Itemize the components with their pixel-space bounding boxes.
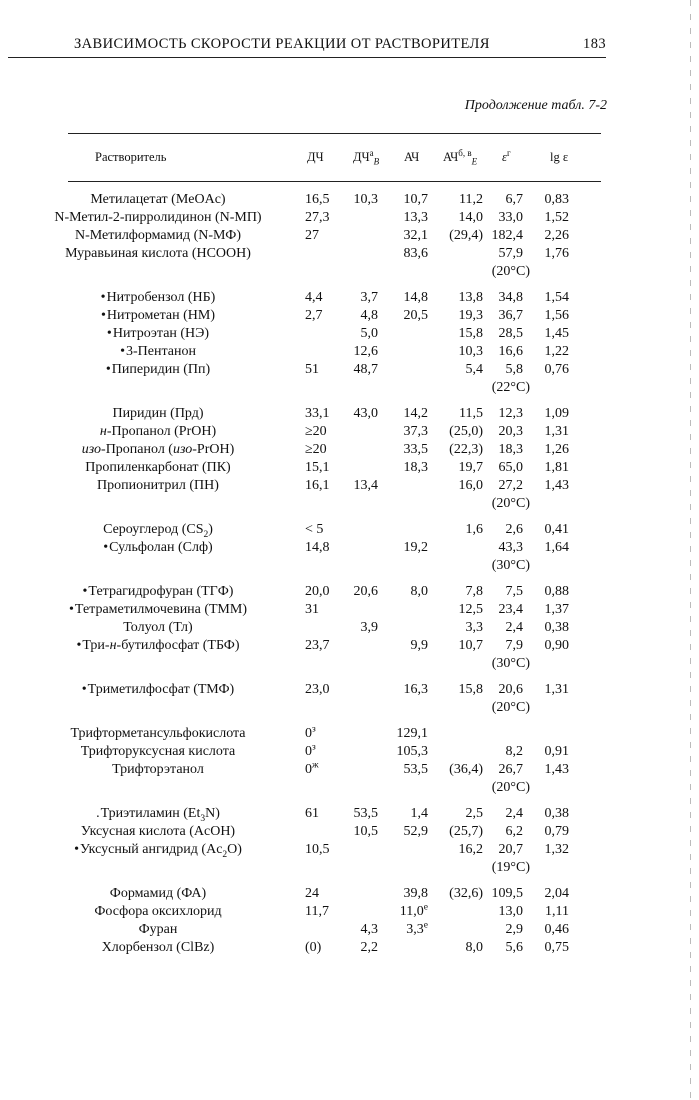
eps-value: 20,6 bbox=[498, 682, 523, 697]
lg-eps-value: 0,38 bbox=[544, 620, 569, 635]
dn-value: 27 bbox=[305, 228, 319, 243]
page-edge-scan-artifact bbox=[690, 0, 691, 1100]
footnote-marker: • bbox=[82, 584, 88, 599]
an-value: 14,2 bbox=[403, 406, 428, 421]
eps-value: 34,8 bbox=[498, 290, 523, 305]
col-header-an: АЧ bbox=[404, 150, 420, 164]
col-header-dn: ДЧ bbox=[307, 150, 324, 164]
temperature-note: (20°C) bbox=[491, 700, 530, 715]
solvent-name: Муравьиная кислота (HCOOH) bbox=[65, 246, 251, 261]
lg-eps-value: 0,79 bbox=[544, 824, 569, 839]
eps-value: 2,4 bbox=[505, 806, 523, 821]
solvent-name: •Триметилфосфат (ТМФ) bbox=[81, 682, 235, 697]
ane-value: 12,5 bbox=[458, 602, 483, 617]
an-value: 37,3 bbox=[403, 424, 428, 439]
ane-value: 19,7 bbox=[458, 460, 483, 475]
ane-value: 5,4 bbox=[465, 362, 483, 377]
lg-eps-value: 1,81 bbox=[544, 460, 569, 475]
an-value: 13,3 bbox=[403, 210, 428, 225]
col-header-dnb: $ДЧ^а_B$ bbox=[353, 147, 380, 167]
dnb-value: 3,7 bbox=[360, 290, 378, 305]
solvent-name: .Триэтиламин $(Et_3N)$ bbox=[96, 806, 220, 824]
an-value: 8,0 bbox=[410, 584, 428, 599]
solvent-name: Метилацетат (MeOAc) bbox=[90, 192, 226, 207]
dn-value: 16,5 bbox=[305, 192, 330, 207]
lg-eps-value: 0,38 bbox=[544, 806, 569, 821]
ane-value: 2,5 bbox=[465, 806, 483, 821]
an-value: 39,8 bbox=[403, 886, 428, 901]
lg-eps-value: 0,46 bbox=[544, 922, 569, 937]
dn-value: 31 bbox=[305, 602, 319, 617]
ane-value: 10,3 bbox=[458, 344, 483, 359]
lg-eps-value: 1,43 bbox=[544, 478, 569, 493]
lg-eps-value: 1,64 bbox=[544, 540, 569, 555]
solvent-name: N-Метил-2-пирролидинон (N-МП) bbox=[54, 210, 262, 225]
eps-value: 57,9 bbox=[498, 246, 523, 261]
solvent-name: Трифторметансульфокислота bbox=[70, 726, 246, 741]
dnb-value: 43,0 bbox=[353, 406, 378, 421]
solvent-name: •Пиперидин (Пп) bbox=[105, 362, 211, 377]
running-title: ЗАВИСИМОСТЬ СКОРОСТИ РЕАКЦИИ ОТ РАСТВОРИТЕЛЯ bbox=[74, 36, 490, 52]
eps-value: 2,4 bbox=[505, 620, 523, 635]
ane-value: (25,7) bbox=[449, 824, 483, 839]
footnote-marker: • bbox=[105, 362, 111, 377]
page-number: 183 bbox=[583, 36, 606, 52]
dn-value: ≥20 bbox=[305, 442, 327, 457]
dnb-value: 10,5 bbox=[353, 824, 378, 839]
lg-eps-value: 1,76 bbox=[544, 246, 569, 261]
an-value: 1,4 bbox=[410, 806, 428, 821]
col-header-ane: $АЧ^{б, в}_E$ bbox=[443, 147, 478, 167]
an-value: 16,3 bbox=[403, 682, 428, 697]
solvent-name: изо-Пропанол (изо-PrOH) bbox=[81, 442, 235, 457]
dnb-value: 48,7 bbox=[353, 362, 378, 377]
dn-value: (0) bbox=[305, 940, 322, 955]
lg-eps-value: 0,41 bbox=[544, 522, 569, 537]
temperature-note: (30°C) bbox=[491, 656, 530, 671]
eps-value: 7,5 bbox=[505, 584, 523, 599]
eps-value: 13,0 bbox=[498, 904, 523, 919]
dn-value: 10,5 bbox=[305, 842, 330, 857]
temperature-note: (22°C) bbox=[491, 380, 530, 395]
lg-eps-value: 1,43 bbox=[544, 762, 569, 777]
an-value: 83,6 bbox=[403, 246, 428, 261]
solvent-name: •Тетраметилмочевина (ТММ) bbox=[69, 602, 247, 617]
col-header-lgeps: lg ε bbox=[550, 150, 569, 164]
ane-value: 16,2 bbox=[458, 842, 483, 857]
dn-value: 24 bbox=[305, 886, 319, 901]
solvent-name: Фосфора оксихлорид bbox=[94, 904, 222, 919]
ane-value: 8,0 bbox=[465, 940, 483, 955]
lg-eps-value: 0,90 bbox=[544, 638, 569, 653]
dn-value: < 5 bbox=[305, 522, 324, 537]
ane-value: 15,8 bbox=[458, 326, 483, 341]
dnb-value: 53,5 bbox=[353, 806, 378, 821]
an-value: 52,9 bbox=[403, 824, 428, 839]
solvent-name: Толуол (Тл) bbox=[123, 620, 193, 635]
dnb-value: 4,3 bbox=[360, 922, 378, 937]
ane-value: 11,5 bbox=[459, 406, 483, 421]
an-value: 33,5 bbox=[403, 442, 428, 457]
solvent-name: Трифторуксусная кислота bbox=[80, 744, 236, 759]
temperature-note: (30°C) bbox=[491, 558, 530, 573]
solvent-name: N-Метилформамид (N-МФ) bbox=[74, 228, 242, 243]
an-value: 129,1 bbox=[396, 726, 428, 741]
footnote-marker: • bbox=[120, 344, 125, 359]
eps-value: 33,0 bbox=[498, 210, 523, 225]
ane-value: (32,6) bbox=[449, 886, 483, 901]
lg-eps-value: 2,04 bbox=[544, 886, 569, 901]
ane-value: 15,8 bbox=[458, 682, 483, 697]
solvent-name: Трифторэтанол bbox=[112, 762, 204, 777]
col-header-eps: $\varepsilon^г$ bbox=[502, 147, 511, 164]
dn-value: 16,1 bbox=[305, 478, 330, 493]
col-header-solvent: Растворитель bbox=[95, 150, 167, 164]
eps-value: 28,5 bbox=[498, 326, 523, 341]
table-top-rule bbox=[68, 133, 601, 134]
dnb-value: 3,9 bbox=[360, 620, 378, 635]
dn-value: 61 bbox=[305, 806, 319, 821]
ane-value: 19,3 bbox=[458, 308, 483, 323]
eps-value: 26,7 bbox=[498, 762, 523, 777]
ane-value: 13,8 bbox=[458, 290, 483, 305]
dnb-value: 12,6 bbox=[353, 344, 378, 359]
solvent-name: •Уксусный ангидрид $(Ac_2O)$ bbox=[74, 842, 242, 860]
lg-eps-value: 0,91 bbox=[544, 744, 569, 759]
solvent-name: Пропиленкарбонат (ПК) bbox=[85, 460, 231, 475]
lg-eps-value: 1,52 bbox=[544, 210, 569, 225]
dnb-value: 10,3 bbox=[353, 192, 378, 207]
dnb-value: 5,0 bbox=[360, 326, 378, 341]
an-value: $11,0^е$ bbox=[399, 902, 428, 919]
temperature-note: (20°C) bbox=[491, 780, 530, 795]
ane-value: 1,6 bbox=[465, 522, 483, 537]
dn-value: ≥20 bbox=[305, 424, 327, 439]
dn-value: 27,3 bbox=[305, 210, 330, 225]
lg-eps-value: 1,22 bbox=[544, 344, 569, 359]
ane-value: 16,0 bbox=[458, 478, 483, 493]
footnote-marker: • bbox=[100, 290, 106, 305]
footnote-marker: • bbox=[103, 540, 109, 555]
eps-value: 8,2 bbox=[505, 744, 523, 759]
ane-value: 10,7 bbox=[458, 638, 483, 653]
table-caption: Продолжение табл. 7-2 bbox=[464, 98, 607, 113]
eps-value: 23,4 bbox=[498, 602, 523, 617]
an-value: $3,3^е$ bbox=[406, 920, 428, 937]
eps-value: 5,8 bbox=[505, 362, 523, 377]
solvent-name: •Три-н-бутилфосфат (ТБФ) bbox=[76, 638, 240, 653]
dn-value: 4,4 bbox=[305, 290, 323, 305]
footnote-marker: . bbox=[96, 806, 100, 821]
solvent-name: Пропионитрил (ПН) bbox=[97, 478, 219, 493]
dn-value: 51 bbox=[305, 362, 319, 377]
dnb-value: 2,2 bbox=[360, 940, 378, 955]
ane-value: 14,0 bbox=[458, 210, 483, 225]
solvent-name: Фуран bbox=[138, 922, 178, 937]
eps-value: 6,7 bbox=[505, 192, 523, 207]
solvent-name: •Сульфолан (Слф) bbox=[103, 540, 213, 555]
dn-value: $0^з$ bbox=[305, 724, 316, 741]
eps-value: 20,7 bbox=[498, 842, 523, 857]
ane-value: 11,2 bbox=[459, 192, 483, 207]
lg-eps-value: 1,54 bbox=[544, 290, 569, 305]
ane-value: (36,4) bbox=[449, 762, 483, 777]
solvent-name: Уксусная кислота (AcOH) bbox=[80, 824, 236, 839]
an-value: 53,5 bbox=[403, 762, 428, 777]
footnote-marker: • bbox=[101, 308, 106, 323]
lg-eps-value: 1,45 bbox=[544, 326, 569, 341]
solvent-name: •Нитроэтан (НЭ) bbox=[106, 326, 210, 341]
solvent-name: Формамид (ФА) bbox=[109, 886, 207, 901]
eps-value: 20,3 bbox=[498, 424, 523, 439]
dn-value: 20,0 bbox=[305, 584, 330, 599]
eps-value: 5,6 bbox=[505, 940, 523, 955]
eps-value: 18,3 bbox=[498, 442, 523, 457]
solvent-name: •Нитробензол (НБ) bbox=[100, 290, 216, 305]
solvent-name: •Тетрагидрофуран (ТГФ) bbox=[82, 584, 234, 599]
ane-value: (25,0) bbox=[449, 424, 483, 439]
dnb-value: 13,4 bbox=[353, 478, 378, 493]
eps-value: 27,2 bbox=[498, 478, 523, 493]
lg-eps-value: 0,83 bbox=[544, 192, 569, 207]
dn-value: 15,1 bbox=[305, 460, 330, 475]
dn-value: 2,7 bbox=[305, 308, 323, 323]
dn-value: 23,0 bbox=[305, 682, 330, 697]
eps-value: 6,2 bbox=[505, 824, 523, 839]
footnote-marker: • bbox=[81, 682, 87, 697]
solvent-name: Сероуглерод $(CS_2)$ bbox=[103, 522, 213, 540]
table-header-rule bbox=[68, 181, 601, 182]
an-value: 32,1 bbox=[403, 228, 428, 243]
eps-value: 7,9 bbox=[505, 638, 523, 653]
an-value: 14,8 bbox=[403, 290, 428, 305]
dn-value: 11,7 bbox=[305, 904, 329, 919]
ane-value: (22,3) bbox=[449, 442, 483, 457]
an-value: 105,3 bbox=[396, 744, 428, 759]
lg-eps-value: 0,76 bbox=[544, 362, 569, 377]
eps-value: 43,3 bbox=[498, 540, 523, 555]
footnote-marker: • bbox=[76, 638, 82, 653]
ane-value: 3,3 bbox=[465, 620, 483, 635]
dn-value: 33,1 bbox=[305, 406, 330, 421]
lg-eps-value: 1,56 bbox=[544, 308, 569, 323]
eps-value: 65,0 bbox=[498, 460, 523, 475]
an-value: 18,3 bbox=[403, 460, 428, 475]
dn-value: 14,8 bbox=[305, 540, 330, 555]
dn-value: $0^з$ bbox=[305, 742, 316, 759]
lg-eps-value: 1,31 bbox=[544, 424, 569, 439]
temperature-note: (20°C) bbox=[491, 264, 530, 279]
temperature-note: (20°C) bbox=[491, 496, 530, 511]
lg-eps-value: 1,09 bbox=[544, 406, 569, 421]
solvent-name: Хлорбензол (ClBz) bbox=[101, 940, 215, 955]
solvent-name: Пиридин (Прд) bbox=[112, 406, 204, 421]
solvent-name: •Нитрометан (НМ) bbox=[101, 308, 215, 323]
footnote-marker: • bbox=[74, 842, 79, 857]
lg-eps-value: 0,88 bbox=[544, 584, 569, 599]
lg-eps-value: 1,26 bbox=[544, 442, 569, 457]
an-value: 20,5 bbox=[403, 308, 428, 323]
dnb-value: 4,8 bbox=[360, 308, 378, 323]
eps-value: 109,5 bbox=[491, 886, 523, 901]
eps-value: 2,9 bbox=[505, 922, 523, 937]
lg-eps-value: 1,31 bbox=[544, 682, 569, 697]
header-rule bbox=[8, 57, 606, 58]
dnb-value: 20,6 bbox=[353, 584, 378, 599]
lg-eps-value: 1,37 bbox=[544, 602, 569, 617]
eps-value: 16,6 bbox=[498, 344, 523, 359]
lg-eps-value: 0,75 bbox=[544, 940, 569, 955]
eps-value: 2,6 bbox=[505, 522, 523, 537]
an-value: 9,9 bbox=[410, 638, 428, 653]
dn-value: 23,7 bbox=[305, 638, 330, 653]
ane-value: 7,8 bbox=[465, 584, 483, 599]
footnote-marker: • bbox=[69, 602, 74, 617]
lg-eps-value: 2,26 bbox=[544, 228, 569, 243]
eps-value: 182,4 bbox=[491, 228, 523, 243]
an-value: 10,7 bbox=[403, 192, 428, 207]
eps-value: 36,7 bbox=[498, 308, 523, 323]
solvent-name: н-Пропанол (PrOH) bbox=[99, 424, 217, 439]
eps-value: 12,3 bbox=[498, 406, 523, 421]
lg-eps-value: 1,32 bbox=[544, 842, 569, 857]
solvent-name: •3-Пентанон bbox=[120, 344, 196, 359]
lg-eps-value: 1,11 bbox=[545, 904, 569, 919]
temperature-note: (19°C) bbox=[491, 860, 530, 875]
ane-value: (29,4) bbox=[449, 228, 483, 243]
dn-value: $0^ж$ bbox=[305, 760, 319, 777]
footnote-marker: • bbox=[106, 326, 112, 341]
an-value: 19,2 bbox=[403, 540, 428, 555]
